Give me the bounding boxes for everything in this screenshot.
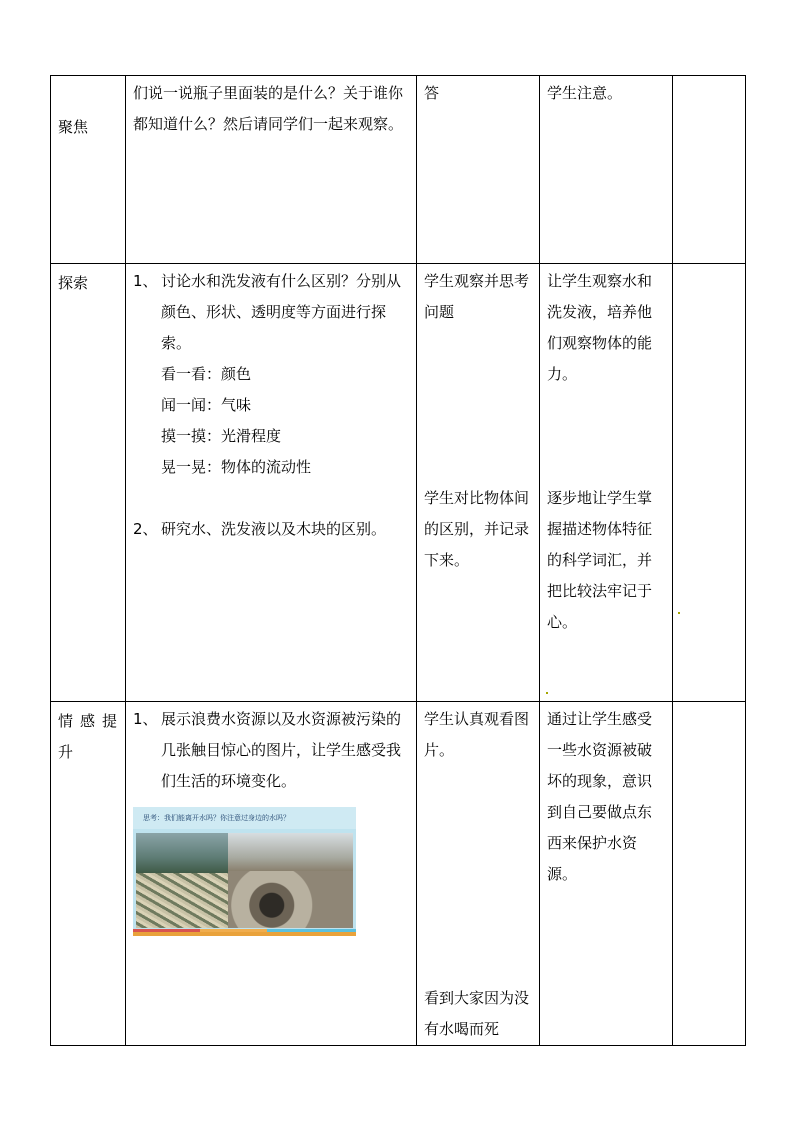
student-activity-cell <box>417 702 540 1046</box>
student-activity-text: 学生观察并思考问题 <box>424 272 530 321</box>
student-activity-text: 答 <box>424 84 440 102</box>
image-caption: 思考：我们能离开水吗？你注意过身边的水吗？ <box>133 807 356 829</box>
stage-cell <box>51 702 126 1046</box>
stage-label: 聚焦 <box>58 118 89 136</box>
teacher-activity-text: 们说一说瓶子里面装的是什么？关于谁你都知道什么？然后请同学们一起来观察。 <box>133 84 404 133</box>
notes-cell <box>673 76 746 264</box>
sub-item: 晃一晃：物体的流动性 <box>161 458 312 476</box>
list-number: 2、 <box>133 520 158 538</box>
stage-label: 情感提升 <box>58 712 125 761</box>
notes-cell <box>673 264 746 702</box>
stray-mark <box>678 612 680 614</box>
student-activity-text: 学生认真观看图片。 <box>424 710 530 759</box>
stage-cell <box>51 264 126 702</box>
sub-item: 闻一闻：气味 <box>161 396 252 414</box>
table-row <box>51 76 746 264</box>
list-item-text: 研究水、洗发液以及木块的区别。 <box>161 520 387 538</box>
stage-cell <box>51 76 126 264</box>
dead-fish-photo <box>136 873 231 928</box>
list-item <box>133 514 410 545</box>
list-item <box>133 266 410 359</box>
design-intent-text: 学生注意。 <box>547 84 623 102</box>
student-activity-text: 学生对比物体间的区别，并记录下来。 <box>424 489 530 569</box>
table-row <box>51 264 746 702</box>
teacher-activity-cell <box>126 702 417 1046</box>
sub-item: 摸一摸：光滑程度 <box>161 427 282 445</box>
polluted-river-photo <box>136 833 231 873</box>
design-intent-cell <box>540 702 673 1046</box>
notes-cell <box>673 702 746 1046</box>
list-item <box>133 704 410 797</box>
student-activity-text: 看到大家因为没有水喝而死 <box>424 989 530 1038</box>
sewage-pipe-photo <box>228 871 353 928</box>
design-intent-cell <box>540 76 673 264</box>
image-footer-strip <box>133 929 356 932</box>
water-pollution-image <box>133 807 356 936</box>
stray-mark <box>546 692 548 694</box>
sub-item: 看一看：颜色 <box>161 365 252 383</box>
list-item-text: 展示浪费水资源以及水资源被污染的几张触目惊心的图片，让学生感受我们生活的环境变化。 <box>161 710 402 790</box>
list-item-text: 讨论水和洗发液有什么区别？分别从颜色、形状、透明度等方面进行探索。 <box>161 272 402 352</box>
student-activity-cell <box>417 264 540 702</box>
teacher-activity-cell <box>126 76 417 264</box>
design-intent-cell <box>540 264 673 702</box>
teacher-activity-cell <box>126 264 417 702</box>
list-number: 1、 <box>133 710 158 728</box>
design-intent-text: 通过让学生感受一些水资源被破坏的现象，意识到自己要做点东西来保护水资源。 <box>547 710 653 883</box>
student-activity-cell <box>417 76 540 264</box>
list-number: 1、 <box>133 272 158 290</box>
lesson-plan-table <box>50 75 746 1046</box>
design-intent-text: 逐步地让学生掌握描述物体特征的科学词汇，并把比较法牢记于心。 <box>547 489 653 631</box>
stage-label: 探索 <box>58 274 89 292</box>
table-row <box>51 702 746 1046</box>
design-intent-text: 让学生观察水和洗发液，培养他们观察物体的能力。 <box>547 272 653 383</box>
